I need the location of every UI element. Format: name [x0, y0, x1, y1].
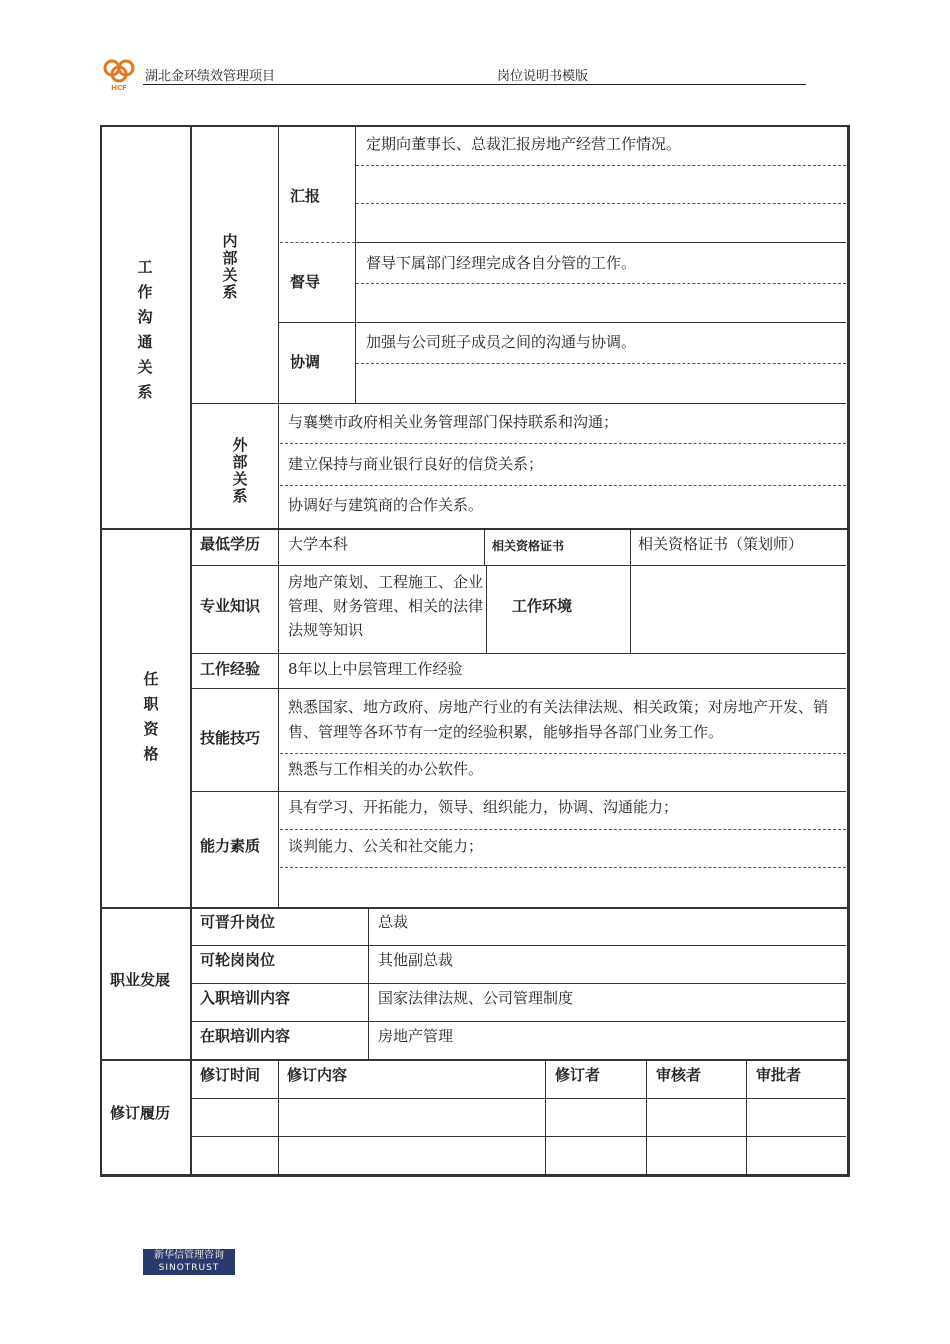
report-text: 定期向董事长、总裁汇报房地产经营工作情况。: [366, 135, 682, 153]
col-line: [486, 565, 487, 653]
revision-col-time: 修订时间: [200, 1066, 261, 1084]
career-value-3: 国家法律法规、公司管理制度: [378, 989, 574, 1007]
footer-logo-line2: SINOTRUST: [158, 1263, 220, 1273]
svg-text:HCF: HCF: [111, 84, 127, 92]
career-label-1: 可晋升岗位: [200, 913, 276, 931]
col-line: [646, 1059, 647, 1177]
dash-line: [280, 867, 846, 868]
section-label-divider: [190, 125, 192, 1177]
internal-relations-label: 内部关系: [222, 232, 238, 301]
row-line: [356, 242, 846, 243]
dash-line: [280, 485, 846, 486]
section-label-communication: 工作沟通关系: [137, 258, 153, 401]
header-rule: [143, 84, 806, 85]
coordinate-text: 加强与公司班子成员之间的沟通与协调。: [366, 333, 637, 351]
skills-label: 技能技巧: [200, 729, 261, 747]
col-line: [630, 528, 631, 565]
revision-col-reviewer: 审核者: [656, 1066, 702, 1084]
dash-line: [280, 242, 355, 243]
experience-value: 8年以上中层管理工作经验: [288, 660, 463, 678]
external-relations-label: 外部关系: [232, 436, 248, 505]
internal-divider: [278, 125, 279, 528]
dash-line: [356, 165, 846, 166]
row-line: [190, 688, 846, 689]
revision-col-approver: 审批者: [756, 1066, 802, 1084]
document-title: 岗位说明书模版: [497, 69, 589, 84]
row-line: [190, 1136, 846, 1137]
col-line: [278, 1059, 279, 1177]
section-line: [100, 528, 850, 530]
skills-item-2: 熟悉与工作相关的办公软件。: [288, 760, 484, 778]
supervise-text: 督导下属部门经理完成各自分管的工作。: [366, 254, 637, 272]
section-line: [100, 1059, 850, 1061]
section-label-revision: 修订履历: [110, 1104, 171, 1122]
career-value-1: 总裁: [378, 913, 409, 931]
col-line: [278, 528, 279, 907]
supervise-label: 督导: [290, 273, 321, 291]
career-label-4: 在职培训内容: [200, 1027, 291, 1045]
coordinate-label: 协调: [290, 353, 321, 371]
cert-value: 相关资格证书（策划师）: [638, 535, 804, 553]
education-value: 大学本科: [288, 535, 349, 553]
environment-label: 工作环境: [512, 597, 573, 615]
row-line: [190, 565, 846, 566]
career-value-2: 其他副总裁: [378, 951, 454, 969]
section-label-career: 职业发展: [110, 971, 171, 989]
row-line: [190, 1021, 846, 1022]
page-header: [0, 0, 950, 100]
experience-label: 工作经验: [200, 660, 261, 678]
ability-label: 能力素质: [200, 837, 261, 855]
col-line: [746, 1059, 747, 1177]
footer-logo-line1: 新华信管理咨询: [154, 1250, 224, 1261]
row-line: [190, 791, 846, 792]
report-label: 汇报: [290, 187, 321, 205]
section-label-qualification: 任职资格: [143, 670, 159, 763]
row-line: [190, 983, 846, 984]
dash-line: [356, 283, 846, 284]
dash-line: [280, 753, 846, 754]
dash-line: [280, 829, 846, 830]
col-line: [630, 565, 631, 653]
education-label: 最低学历: [200, 535, 261, 553]
col-line: [484, 528, 485, 565]
job-description-table: [100, 125, 850, 1177]
dash-line: [356, 203, 846, 204]
ability-item-1: 具有学习、开拓能力，领导、组织能力，协调、沟通能力；: [288, 798, 679, 816]
career-label-2: 可轮岗岗位: [200, 951, 276, 969]
company-logo: [100, 54, 140, 94]
external-item-2: 建立保持与商业银行良好的信贷关系；: [288, 455, 544, 473]
revision-col-content: 修订内容: [287, 1066, 348, 1084]
career-value-4: 房地产管理: [378, 1027, 454, 1045]
knowledge-label: 专业知识: [200, 597, 261, 615]
row-line: [190, 945, 846, 946]
project-title: 湖北金环绩效管理项目: [145, 69, 276, 84]
row-line: [190, 1098, 846, 1099]
col-line: [545, 1059, 546, 1177]
career-label-3: 入职培训内容: [200, 989, 291, 1007]
cert-label: 相关资格证书: [492, 539, 565, 553]
skills-item-1: 熟悉国家、地方政府、房地产行业的有关法律法规、相关政策；对房地产开发、销售、管理等各环节有一定的经验积累，能够指导各部门业务工作。: [288, 698, 829, 741]
sub-label-divider: [355, 125, 356, 403]
external-item-3: 协调好与建筑商的合作关系。: [288, 496, 484, 514]
revision-col-reviser: 修订者: [555, 1066, 601, 1084]
dash-line: [356, 363, 846, 364]
knowledge-value: 房地产策划、工程施工、企业管理、财务管理、相关的法律法规等知识: [288, 573, 484, 639]
section-line: [100, 907, 850, 909]
dash-line: [280, 443, 846, 444]
footer-logo: [143, 1249, 235, 1275]
external-item-1: 与襄樊市政府相关业务管理部门保持联系和沟通；: [288, 413, 619, 431]
row-line: [278, 322, 846, 323]
row-line: [190, 653, 846, 654]
ability-item-2: 谈判能力、公关和社交能力；: [288, 837, 484, 855]
row-line: [190, 403, 846, 404]
